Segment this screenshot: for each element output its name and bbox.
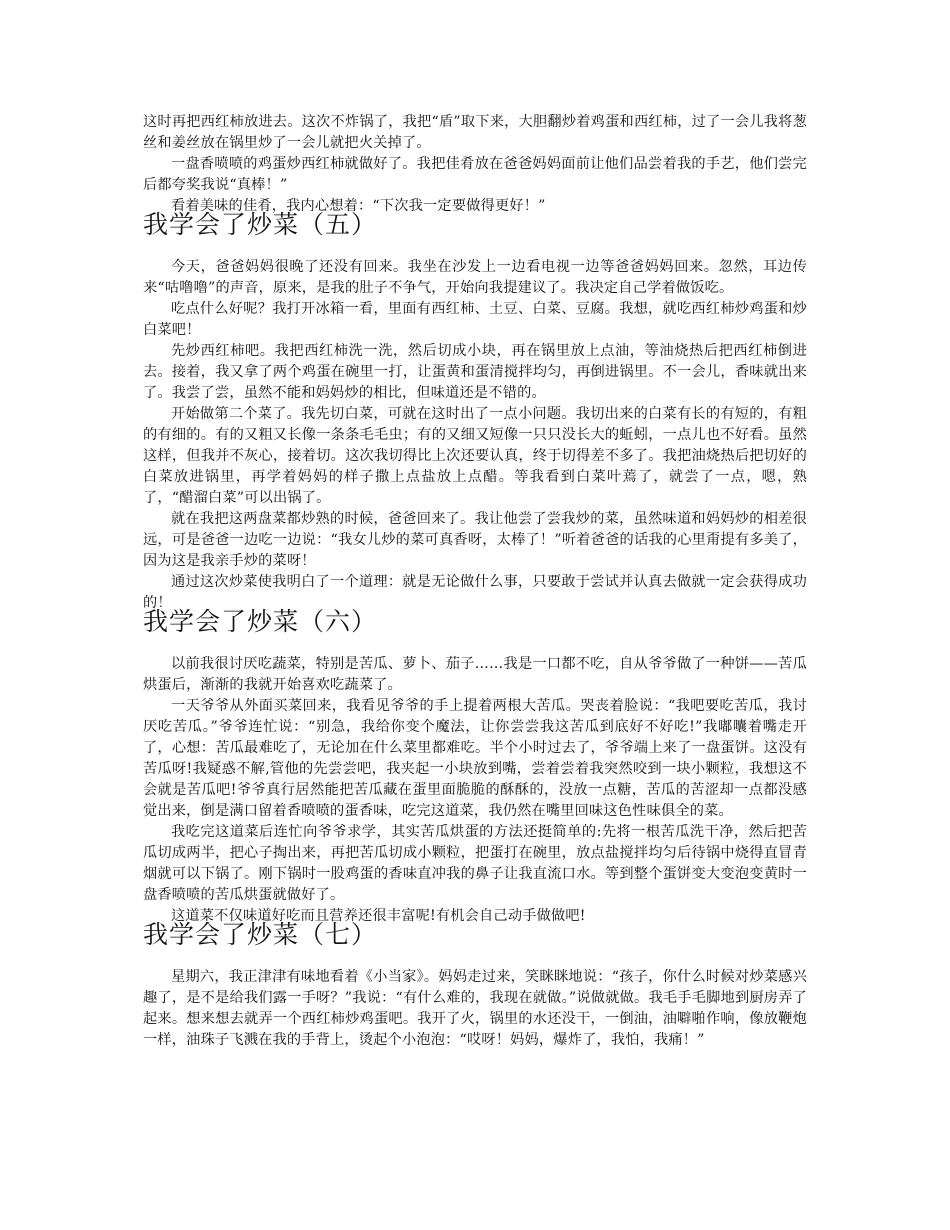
section-six	[143, 608, 807, 927]
paragraph: 先炒西红柿吧。我把西红柿洗一洗，然后切成小块，再在锅里放上点油，等油烧热后把西红柿倒进去。接着，我又拿了两个鸡蛋在碗里一打，让蛋黄和蛋清搅拌均匀，再倒进锅里。不一会儿，香味就出来了。我尝了尝，虽然不能和妈妈炒的相比，但味道还是不错的。	[143, 343, 807, 401]
document-page	[143, 112, 807, 1051]
paragraph: 星期六，我正津津有味地看着《小当家》。妈妈走过来，笑眯眯地说：“孩子，你什么时候对炒菜感兴趣了，是不是给我们露一手呀？”我说：“有什么难的，我现在就做。”说做就做。我毛手毛脚地到厨房弄了起来。想来想去就弄一个西红柿炒鸡蛋吧。我开了火，锅里的水还没干，一倒油，油噼啪作响，像放鞭炮一样，油珠子飞溅在我的手背上，烫起个小泡泡：“哎呀！妈妈，爆炸了，我怕，我痛！”	[143, 969, 807, 1048]
paragraph: 这道菜不仅味道好吃而且营养还很丰富呢!有机会自己动手做做吧!	[171, 908, 586, 924]
paragraph: 就在我把这两盘菜都炒熟的时候，爸爸回来了。我让他尝了尝我炒的菜，虽然味道和妈妈炒的相差很远，可是爸爸一边吃一边说：“我女儿炒的菜可真香呀，太棒了！”听着爸爸的话我的心里甭提有多美了，因为这是我亲手炒的菜呀！	[143, 511, 807, 569]
section-heading: 我学会了炒菜（七）	[143, 920, 378, 949]
paragraph: 通过这次炒菜使我明白了一个道理：就是无论做什么事，只要敢于尝试并认真去做就一定会获得成功的！	[143, 574, 807, 611]
paragraph: 开始做第二个菜了。我先切白菜，可就在这时出了一点小问题。我切出来的白菜有长的有短的，有粗的有细的。有的又粗又长像一条条毛毛虫；有的又细又短像一只只没长大的蚯蚓，一点儿也不好看。虽然这样，但我并不灰心，接着切。这次我切得比上次还要认真，终于切得差不多了。我把油烧热后把切好的白菜放进锅里，再学着妈妈的样子撒上点盐放上点醋。等我看到白菜叶蔫了，就尝了一点，嗯，熟了，“醋溜白菜”可以出锅了。	[143, 406, 807, 506]
paragraph: 一盘香喷喷的鸡蛋炒西红柿就做好了。我把佳肴放在爸爸妈妈面前让他们品尝着我的手艺，他们尝完后都夸奖我说“真棒！”	[143, 156, 807, 193]
section-heading: 我学会了炒菜（六）	[143, 607, 378, 636]
paragraph: 我吃完这道菜后连忙向爷爷求学，其实苦瓜烘蛋的方法还挺简单的:先将一根苦瓜洗干净，然后把苦瓜切成两半，把心子掏出来，再把苦瓜切成小颗粒，把蛋打在碗里，放点盐搅拌均匀后待锅中烧得直冒青烟就可以下锅了。刚下锅时一股鸡蛋的香味直冲我的鼻子让我直流口水。等到整个蛋饼变大变泡变黄时一盘香喷喷的苦瓜烘蛋就做好了。	[143, 824, 807, 903]
section-continued	[143, 112, 807, 217]
paragraph: 吃点什么好呢？我打开冰箱一看，里面有西红柿、土豆、白菜、豆腐。我想，就吃西红柿炒鸡蛋和炒白菜吧！	[143, 301, 807, 338]
paragraph: 以前我很讨厌吃蔬菜，特别是苦瓜、萝卜、茄子……我是一口都不吃，自从爷爷做了一种饼——苦瓜烘蛋后，渐渐的我就开始喜欢吃蔬菜了。	[143, 656, 807, 693]
section-five	[143, 211, 807, 614]
paragraph: 看着美味的佳肴，我内心想着：“下次我一定要做得更好！”	[171, 198, 546, 214]
section-seven	[143, 921, 807, 1051]
paragraph: 一天爷爷从外面买菜回来，我看见爷爷的手上提着两根大苦瓜。哭丧着脸说：“我吧要吃苦瓜，我讨厌吃苦瓜。”爷爷连忙说：“别急，我给你变个魔法，让你尝尝我这苦瓜到底好不好吃!”我嘟囔着嘴走开了，心想：苦瓜最难吃了，无论加在什么菜里都难吃。半个小时过去了，爷爷端上来了一盘蛋饼。这没有苦瓜呀!我疑惑不解,管他的先尝尝吧，我夹起一小块放到嘴，尝着尝着我突然咬到一块小颗粒，我想这不会就是苦瓜吧!爷爷真行居然能把苦瓜藏在蛋里面脆脆的酥酥的，没放一点糖，苦瓜的苦涩却一点都没感觉出来，倒是满口留着香喷喷的蛋香味，吃完这道菜，我仍然在嘴里回味这色性味俱全的菜。	[143, 698, 807, 819]
paragraph: 这时再把西红柿放进去。这次不炸锅了，我把“盾”取下来，大胆翻炒着鸡蛋和西红柿，过了一会儿我将葱丝和姜丝放在锅里炒了一会儿就把火关掉了。	[143, 114, 807, 151]
section-heading: 我学会了炒菜（五）	[143, 210, 378, 239]
paragraph: 今天，爸爸妈妈很晚了还没有回来。我坐在沙发上一边看电视一边等爸爸妈妈回来。忽然，耳边传来“咕噜噜”的声音，原来，是我的肚子不争气，开始向我提建议了。我决定自己学着做饭吃。	[143, 259, 807, 296]
